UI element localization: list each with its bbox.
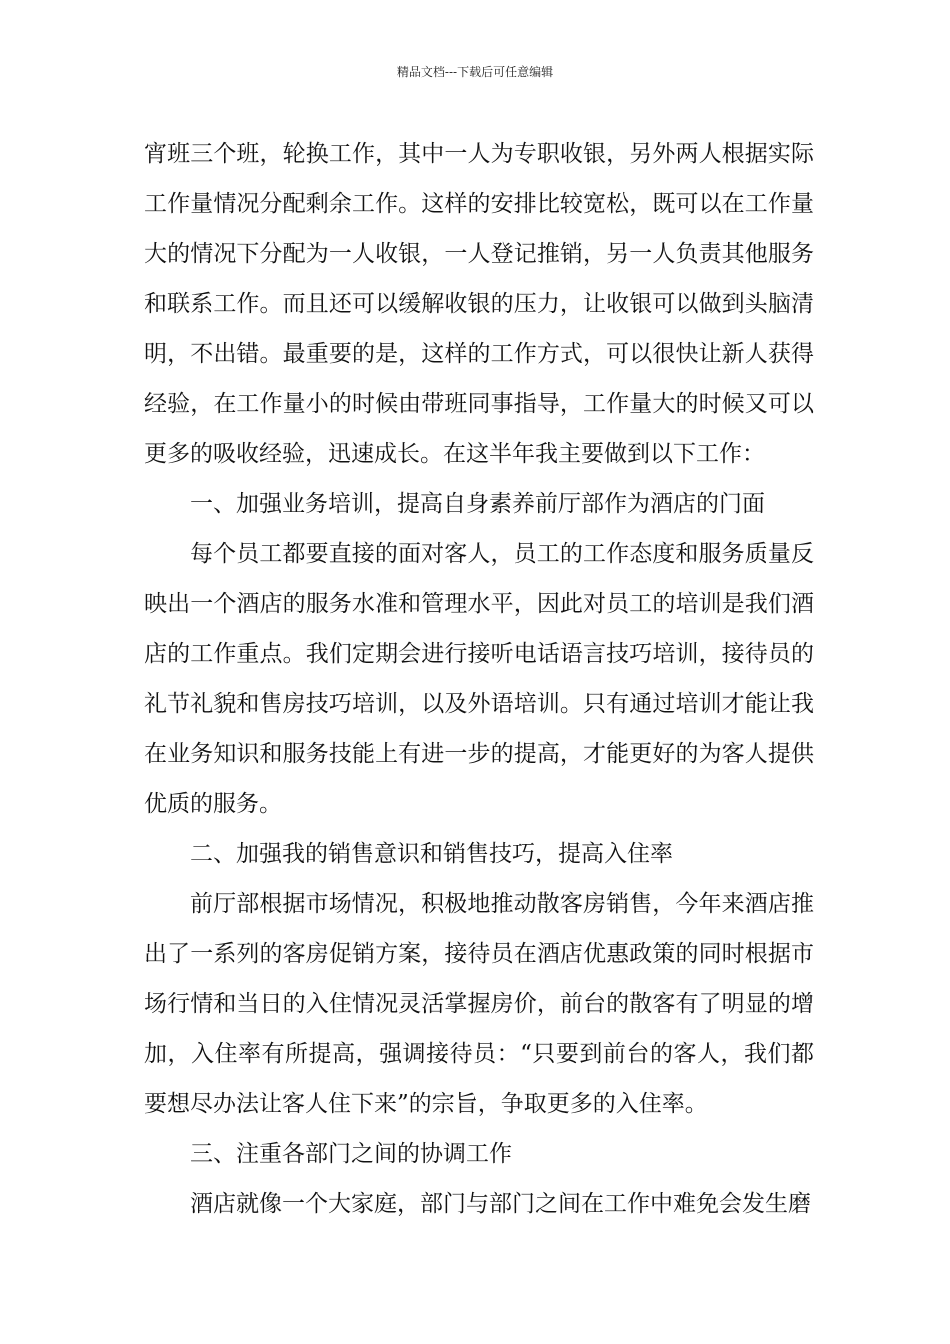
paragraph-training: 每个员工都要直接的面对客人，员工的工作态度和服务质量反映出一个酒店的服务水准和管理水平，因此对员工的培训是我们酒店的工作重点。我们定期会进行接听电话语言技巧培训，接待员的礼节礼貌和售房技巧培训，以及外语培训。只有通过培训才能让我在业务知识和服务技能上有进一步的提高，才能更好的为客人提供优质的服务。 (144, 541, 814, 817)
paragraph-shift-intro: 宵班三个班，轮换工作，其中一人为专职收银，另外两人根据实际工作量情况分配剩余工作。这样的安排比较宽松，既可以在工作量大的情况下分配为一人收银，一人登记推销，另一人负责其他服务和联系工作。而且还可以缓解收银的压力，让收银可以做到头脑清明，不出错。最重要的是，这样的工作方式，可以很快让新人获得经验，在工作量小的时候由带班同事指导，工作量大的时候又可以更多的吸收经验，迅速成长。在这半年我主要做到以下工作： (144, 141, 814, 467)
paragraph-coordination: 酒店就像一个大家庭，部门与部门之间在工作中难免会发生磨 (190, 1191, 811, 1217)
section-heading-sales: 二、加强我的销售意识和销售技巧，提高入住率 (190, 841, 673, 867)
document-body (144, 129, 814, 1229)
page-header: 精品文档---下载后可任意编辑 (396, 65, 554, 79)
section-heading-coordination: 三、注重各部门之间的协调工作 (190, 1141, 512, 1167)
section-heading-training: 一、加强业务培训，提高自身素养前厅部作为酒店的门面 (190, 491, 765, 517)
paragraph-sales: 前厅部根据市场情况，积极地推动散客房销售，今年来酒店推出了一系列的客房促销方案，接待员在酒店优惠政策的同时根据市场行情和当日的入住情况灵活掌握房价，前台的散客有了明显的增加，入住率有所提高，强调接待员：“只要到前台的客人，我们都要想尽办法让客人住下来”的宗旨，争取更多的入住率。 (144, 891, 814, 1117)
